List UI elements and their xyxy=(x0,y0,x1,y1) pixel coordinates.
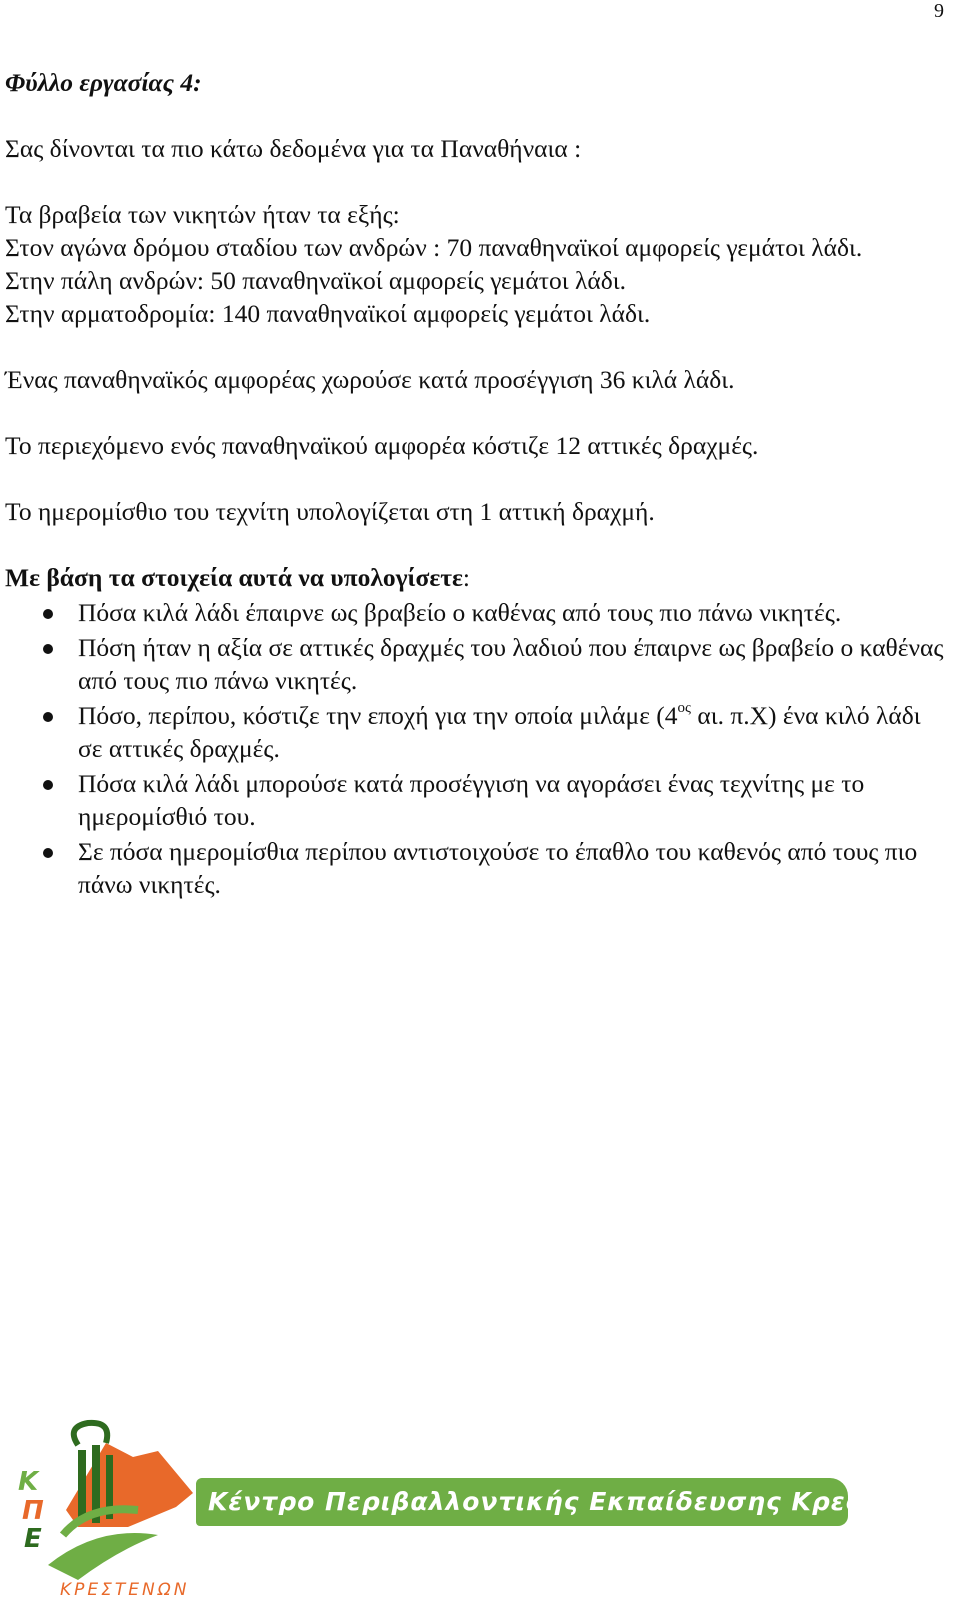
task-text: Πόσο, περίπου, κόστιζε την εποχή για την οποία μιλάμε (4 xyxy=(78,701,678,730)
prize-line-chariot: Στην αρματοδρομία: 140 παναθηναϊκοί αμφορείς γεμάτοι λάδι. xyxy=(5,299,651,328)
svg-text:Ε: Ε xyxy=(24,1524,42,1554)
list-item xyxy=(5,835,945,901)
bullet-icon xyxy=(43,644,53,654)
list-item xyxy=(5,596,945,629)
intro-text: Σας δίνονται τα πιο κάτω δεδομένα για τα Παναθήναια : xyxy=(5,134,582,163)
bullet-icon xyxy=(43,609,53,619)
footer xyxy=(0,1415,960,1601)
worksheet-title: Φύλλο εργασίας 4: xyxy=(5,68,202,97)
task-text: Πόση ήταν η αξία σε αττικές δραχμές του λαδιού που έπαιρνε ως βραβείο ο καθένας από τους πιο πάνω νικητές. xyxy=(78,633,944,695)
kpe-logo-icon xyxy=(8,1415,203,1601)
page-number: 9 xyxy=(934,0,944,22)
task-text: Σε πόσα ημερομίσθια περίπου αντιστοιχούσε το έπαθλο του καθενός από τους πιο πάνω νικητές. xyxy=(78,837,918,899)
banner-text: Κέντρο Περιβαλλοντικής Εκπαίδευσης Κρεστένων xyxy=(208,1487,957,1516)
task-list xyxy=(5,596,945,901)
task-text: Πόσα κιλά λάδι έπαιρνε ως βραβείο ο καθένας από τους πιο πάνω νικητές. xyxy=(78,598,842,627)
bullet-icon xyxy=(43,848,53,858)
task-text: Πόσα κιλά λάδι μπορούσε κατά προσέγγιση να αγοράσει ένας τεχνίτης με το ημερομίσθιό του. xyxy=(78,769,865,831)
logo-letters: Κ xyxy=(18,1467,39,1497)
task-prompt xyxy=(5,561,945,594)
task-superscript: ος xyxy=(677,700,691,716)
list-item xyxy=(5,631,945,697)
svg-text:Π: Π xyxy=(22,1496,44,1526)
list-item xyxy=(5,767,945,833)
fact-daily-wage: Το ημερομίσθιο του τεχνίτη υπολογίζεται στη 1 αττική δραχμή. xyxy=(5,497,655,526)
prizes-heading: Τα βραβεία των νικητών ήταν τα εξής: xyxy=(5,200,400,229)
worksheet xyxy=(5,66,945,903)
list-item xyxy=(5,699,945,765)
task-text-rest: αι. π.Χ) ένα κιλό λάδι σε αττικές δραχμές. xyxy=(78,701,921,763)
prize-line-wrestling: Στην πάλη ανδρών: 50 παναθηναϊκοί αμφορείς γεμάτοι λάδι. xyxy=(5,266,626,295)
bullet-icon xyxy=(43,780,53,790)
center-banner xyxy=(196,1478,957,1526)
fact-amphora-capacity: Ένας παναθηναϊκός αμφορέας χωρούσε κατά προσέγγιση 36 κιλά λάδι. xyxy=(5,365,735,394)
prize-line-stadium: Στον αγώνα δρόμου σταδίου των ανδρών : 70 παναθηναϊκοί αμφορείς γεμάτοι λάδι. xyxy=(5,233,863,262)
logo-caption: ΚΡΕΣΤΕΝΩΝ xyxy=(60,1580,190,1600)
task-prompt-colon: : xyxy=(462,563,470,592)
fact-amphora-cost: Το περιεχόμενο ενός παναθηναϊκού αμφορέα κόστιζε 12 αττικές δραχμές. xyxy=(5,431,759,460)
bullet-icon xyxy=(43,712,53,722)
task-prompt-bold: Με βάση τα στοιχεία αυτά να υπολογίσετε xyxy=(5,563,463,592)
